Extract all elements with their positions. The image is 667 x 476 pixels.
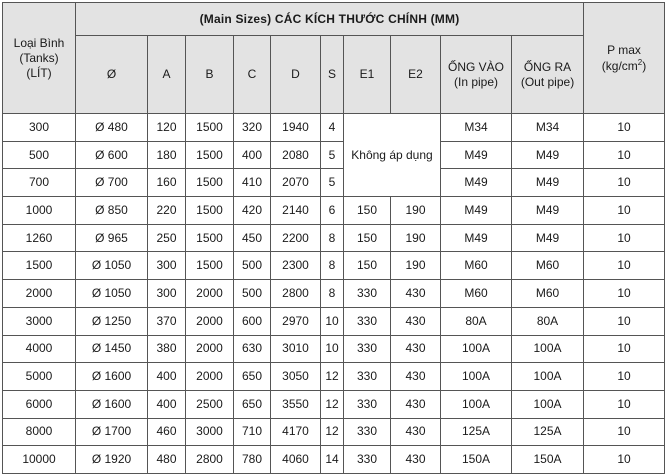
- cell-a: 250: [148, 224, 186, 252]
- cell-c: 320: [234, 114, 271, 142]
- cell-diameter: Ø 1250: [76, 307, 148, 335]
- cell-b: 1500: [186, 169, 234, 197]
- cell-s: 12: [321, 418, 344, 446]
- tank-type-label-en: (Tanks): [19, 50, 59, 65]
- cell-b: 2000: [186, 280, 234, 308]
- header-row-2: [3, 36, 665, 66]
- cell-e1: 330: [344, 390, 391, 418]
- cell-out-pipe: 100A: [512, 363, 584, 391]
- cell-d: 2070: [271, 169, 321, 197]
- cell-e1: 330: [344, 446, 391, 474]
- cell-tank-volume: 2000: [3, 280, 76, 308]
- cell-out-pipe: 150A: [512, 446, 584, 474]
- col-out-pipe: ỐNG RA (Out pipe): [512, 36, 584, 114]
- cell-a: 400: [148, 390, 186, 418]
- col-c: C: [234, 36, 271, 114]
- cell-c: 600: [234, 307, 271, 335]
- cell-e2: 430: [391, 418, 441, 446]
- cell-a: 380: [148, 335, 186, 363]
- cell-tank-volume: 500: [3, 141, 76, 169]
- cell-b: 2000: [186, 335, 234, 363]
- cell-e1: 330: [344, 363, 391, 391]
- pmax-header: [584, 3, 665, 114]
- cell-a: 300: [148, 280, 186, 308]
- tank-type-unit: (LÍT): [26, 65, 52, 80]
- cell-c: 650: [234, 390, 271, 418]
- cell-b: 2500: [186, 390, 234, 418]
- cell-b: 1500: [186, 252, 234, 280]
- cell-diameter: Ø 480: [76, 114, 148, 142]
- cell-b: 2000: [186, 363, 234, 391]
- pmax-unit: $(kg/cm^2)$: [601, 57, 647, 73]
- cell-c: 710: [234, 418, 271, 446]
- cell-d: 3050: [271, 363, 321, 391]
- cell-tank-volume: 300: [3, 114, 76, 142]
- cell-in-pipe: M49: [441, 141, 512, 169]
- cell-b: 2800: [186, 446, 234, 474]
- cell-c: 410: [234, 169, 271, 197]
- cell-e1: 150: [344, 224, 391, 252]
- col-s: S: [321, 36, 344, 114]
- cell-a: 400: [148, 363, 186, 391]
- cell-tank-volume: 10000: [3, 446, 76, 474]
- table-row: [3, 169, 665, 197]
- cell-e1: 330: [344, 307, 391, 335]
- cell-d: 4060: [271, 446, 321, 474]
- table-row: [3, 224, 665, 252]
- cell-in-pipe: 100A: [441, 363, 512, 391]
- cell-c: 500: [234, 252, 271, 280]
- cell-diameter: Ø 965: [76, 224, 148, 252]
- cell-out-pipe: M34: [512, 114, 584, 142]
- cell-tank-volume: 1000: [3, 197, 76, 225]
- cell-pmax: 10: [584, 307, 665, 335]
- cell-diameter: Ø 850: [76, 197, 148, 225]
- col-b: B: [186, 36, 234, 114]
- cell-diameter: Ø 700: [76, 169, 148, 197]
- cell-tank-volume: 1260: [3, 224, 76, 252]
- cell-tank-volume: 5000: [3, 363, 76, 391]
- cell-tank-volume: 8000: [3, 418, 76, 446]
- cell-in-pipe: M34: [441, 114, 512, 142]
- cell-a: 120: [148, 114, 186, 142]
- cell-pmax: 10: [584, 280, 665, 308]
- cell-d: 2200: [271, 224, 321, 252]
- cell-e2: 430: [391, 335, 441, 363]
- cell-b: 1500: [186, 224, 234, 252]
- cell-tank-volume: 700: [3, 169, 76, 197]
- table-row: [3, 446, 665, 474]
- cell-tank-volume: 1500: [3, 252, 76, 280]
- col-a: A: [148, 36, 186, 114]
- cell-d: 2140: [271, 197, 321, 225]
- table-row: [3, 280, 665, 308]
- cell-e1: 330: [344, 335, 391, 363]
- cell-d: 2970: [271, 307, 321, 335]
- col-d: D: [271, 36, 321, 114]
- cell-pmax: 10: [584, 418, 665, 446]
- cell-a: 300: [148, 252, 186, 280]
- cell-diameter: Ø 1920: [76, 446, 148, 474]
- cell-out-pipe: M49: [512, 224, 584, 252]
- cell-pmax: 10: [584, 114, 665, 142]
- cell-s: 8: [321, 224, 344, 252]
- header-row-1: [3, 3, 665, 36]
- cell-in-pipe: M49: [441, 197, 512, 225]
- cell-b: 3000: [186, 418, 234, 446]
- main-sizes-title: (Main Sizes) CÁC KÍCH THƯỚC CHÍNH (MM): [76, 3, 584, 36]
- cell-a: 180: [148, 141, 186, 169]
- tank-specification-table: [2, 2, 665, 474]
- col-diameter: Ø: [76, 36, 148, 114]
- col-in-pipe: ỐNG VÀO (In pipe): [441, 36, 512, 114]
- cell-out-pipe: M49: [512, 141, 584, 169]
- cell-c: 420: [234, 197, 271, 225]
- cell-d: 2300: [271, 252, 321, 280]
- table-row: [3, 197, 665, 225]
- cell-in-pipe: M60: [441, 280, 512, 308]
- cell-d: 4170: [271, 418, 321, 446]
- cell-diameter: Ø 600: [76, 141, 148, 169]
- table-row: [3, 114, 665, 142]
- cell-d: 2800: [271, 280, 321, 308]
- cell-out-pipe: M49: [512, 197, 584, 225]
- cell-tank-volume: 6000: [3, 390, 76, 418]
- cell-s: 10: [321, 335, 344, 363]
- cell-a: 480: [148, 446, 186, 474]
- table-row: [3, 307, 665, 335]
- cell-d: 2080: [271, 141, 321, 169]
- cell-s: 4: [321, 114, 344, 142]
- cell-c: 450: [234, 224, 271, 252]
- cell-s: 8: [321, 252, 344, 280]
- col-e2: E2: [391, 36, 441, 114]
- cell-out-pipe: M49: [512, 169, 584, 197]
- cell-pmax: 10: [584, 363, 665, 391]
- cell-pmax: 10: [584, 446, 665, 474]
- cell-pmax: 10: [584, 252, 665, 280]
- cell-in-pipe: M60: [441, 252, 512, 280]
- cell-diameter: Ø 1050: [76, 252, 148, 280]
- cell-out-pipe: 80A: [512, 307, 584, 335]
- cell-c: 650: [234, 363, 271, 391]
- cell-pmax: 10: [584, 141, 665, 169]
- cell-out-pipe: 125A: [512, 418, 584, 446]
- table-row: [3, 141, 665, 169]
- cell-b: 1500: [186, 114, 234, 142]
- table-row: [3, 418, 665, 446]
- cell-diameter: Ø 1450: [76, 335, 148, 363]
- cell-out-pipe: M60: [512, 252, 584, 280]
- cell-pmax: 10: [584, 224, 665, 252]
- pmax-label: P max: [607, 42, 641, 57]
- table-row: [3, 335, 665, 363]
- cell-out-pipe: 100A: [512, 390, 584, 418]
- cell-in-pipe: 100A: [441, 335, 512, 363]
- cell-c: 500: [234, 280, 271, 308]
- table-row: [3, 363, 665, 391]
- cell-d: 3550: [271, 390, 321, 418]
- cell-a: 220: [148, 197, 186, 225]
- cell-s: 10: [321, 307, 344, 335]
- cell-in-pipe: 80A: [441, 307, 512, 335]
- cell-d: 1940: [271, 114, 321, 142]
- cell-c: 400: [234, 141, 271, 169]
- tank-type-header: [3, 3, 76, 114]
- not-applicable-cell: Không áp dụng: [344, 114, 441, 197]
- cell-e2: 430: [391, 280, 441, 308]
- cell-e2: 430: [391, 446, 441, 474]
- cell-a: 460: [148, 418, 186, 446]
- cell-s: 5: [321, 141, 344, 169]
- cell-in-pipe: 150A: [441, 446, 512, 474]
- cell-s: 12: [321, 363, 344, 391]
- cell-pmax: 10: [584, 335, 665, 363]
- cell-e1: 330: [344, 280, 391, 308]
- cell-e1: 150: [344, 252, 391, 280]
- cell-diameter: Ø 1600: [76, 363, 148, 391]
- cell-b: 1500: [186, 141, 234, 169]
- cell-d: 3010: [271, 335, 321, 363]
- cell-out-pipe: M60: [512, 280, 584, 308]
- cell-pmax: 10: [584, 390, 665, 418]
- cell-a: 370: [148, 307, 186, 335]
- cell-diameter: Ø 1600: [76, 390, 148, 418]
- tank-type-label: Loại Bình: [13, 35, 65, 50]
- cell-out-pipe: 100A: [512, 335, 584, 363]
- cell-in-pipe: 125A: [441, 418, 512, 446]
- cell-s: 8: [321, 280, 344, 308]
- cell-b: 1500: [186, 197, 234, 225]
- cell-s: 6: [321, 197, 344, 225]
- cell-e2: 190: [391, 252, 441, 280]
- cell-s: 5: [321, 169, 344, 197]
- cell-e2: 430: [391, 390, 441, 418]
- cell-e2: 430: [391, 363, 441, 391]
- cell-e2: 430: [391, 307, 441, 335]
- cell-in-pipe: M49: [441, 224, 512, 252]
- cell-e2: 190: [391, 197, 441, 225]
- cell-c: 630: [234, 335, 271, 363]
- cell-in-pipe: 100A: [441, 390, 512, 418]
- cell-pmax: 10: [584, 197, 665, 225]
- table-row: [3, 390, 665, 418]
- cell-a: 160: [148, 169, 186, 197]
- cell-s: 14: [321, 446, 344, 474]
- cell-b: 2000: [186, 307, 234, 335]
- cell-tank-volume: 3000: [3, 307, 76, 335]
- cell-e1: 330: [344, 418, 391, 446]
- cell-e1: 150: [344, 197, 391, 225]
- col-e1: E1: [344, 36, 391, 114]
- cell-s: 12: [321, 390, 344, 418]
- cell-pmax: 10: [584, 169, 665, 197]
- cell-c: 780: [234, 446, 271, 474]
- cell-e2: 190: [391, 224, 441, 252]
- cell-diameter: Ø 1700: [76, 418, 148, 446]
- cell-in-pipe: M49: [441, 169, 512, 197]
- table-row: [3, 252, 665, 280]
- cell-diameter: Ø 1050: [76, 280, 148, 308]
- cell-tank-volume: 4000: [3, 335, 76, 363]
